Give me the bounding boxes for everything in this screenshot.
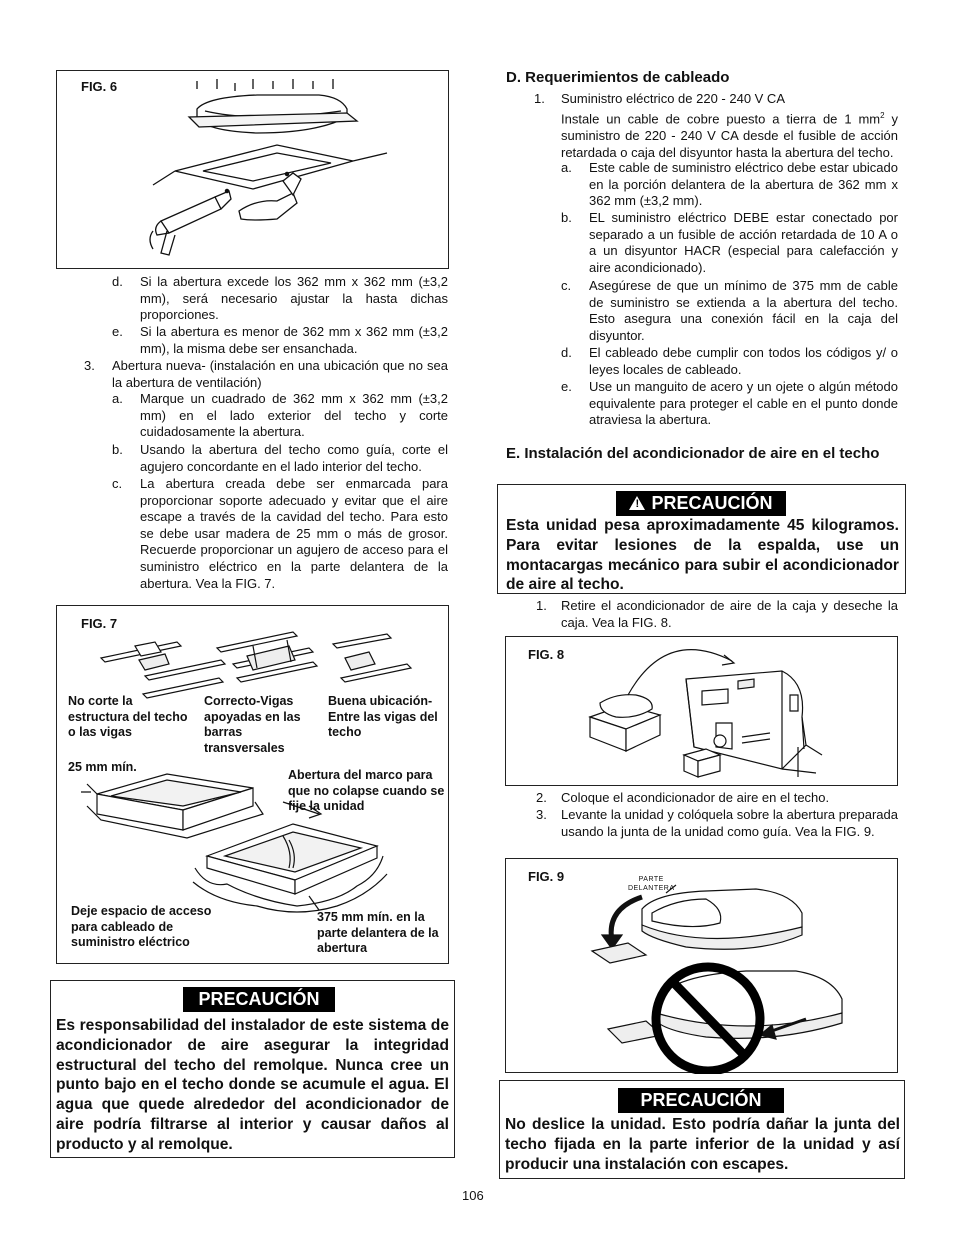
front-label-line1: PARTE — [638, 876, 664, 883]
figure-6-illustration — [57, 71, 450, 270]
d-step-1-marker: 1. — [534, 91, 545, 106]
figure-9-illustration — [506, 859, 899, 1074]
step-3b-marker: b. — [112, 442, 123, 457]
caution-box-no-slide — [499, 1080, 905, 1179]
e-step-1-marker: 1. — [536, 598, 547, 613]
step-3c-text: La abertura creada debe ser enmarcada para proporcionar soporte adecuado y evitar que el aire escape a través de la cavidad del techo. Para esto se debe usar madera de 25 mm o más de grosor. Recuerde proporcionar un agujero de acceso para el suministro eléctrico en la parte delantera de la abertura. Vea la FIG. 7. — [140, 476, 448, 591]
d-step-b-marker: b. — [561, 210, 572, 225]
figure-7-label: FIG. 7 — [81, 616, 118, 631]
step-d-text: Si la abertura excede los 362 mm x 362 mm (±3,2 mm), será necesario ajustar la hasta dichas proporciones. — [140, 274, 448, 323]
caution-text: No deslice la unidad. Esto podría dañar la junta del techo fijada en la parte inferior de la unidad y así producir una instalación con escapes. — [505, 1116, 900, 1173]
figure-9 — [505, 858, 898, 1073]
section-e-heading: E. Instalación del acondicionador de aire en el techo — [506, 445, 880, 462]
caution-title-text: PRECAUCIÓN — [651, 493, 773, 513]
figure-7-caption-correct: Correcto-Vigas apoyadas en las barras transversales — [204, 694, 301, 755]
e-step-3-marker: 3. — [536, 807, 547, 822]
caution-title: PRECAUCIÓN — [618, 1088, 784, 1113]
figure-9-label: FIG. 9 — [528, 869, 565, 884]
caution-box-weight — [497, 484, 906, 594]
figure-7-caption-access: Deje espacio de acceso para cableado de suministro eléctrico — [71, 904, 212, 950]
caution-title — [616, 491, 786, 516]
step-e-text: Si la abertura es menor de 362 mm x 362 mm (±3,2 mm), la misma debe ser ensanchada. — [140, 324, 448, 356]
step-3a-text: Marque un cuadrado de 362 mm x 362 mm (±3,2 mm) en el lado exterior del techo y corte cuidadosamente la abertura. — [140, 391, 448, 440]
step-3c-marker: c. — [112, 476, 123, 491]
figure-7-caption-375mm: 375 mm mín. en la parte delantera de la abertura — [317, 910, 439, 956]
step-e-marker: e. — [112, 324, 123, 339]
figure-8-label: FIG. 8 — [528, 647, 565, 662]
e-step-2-marker: 2. — [536, 790, 547, 805]
e-step-1-text: Retire el acondicionador de aire de la caja y deseche la caja. Vea la FIG. 8. — [561, 598, 898, 630]
d-step-e-text: Use un manguito de acero y un ojete o algún método equivalente para proteger el cable en el punto donde atraviesa la abertura. — [589, 379, 898, 428]
d-step-c-marker: c. — [561, 278, 572, 293]
d-step-d-marker: d. — [561, 345, 572, 360]
figure-7-caption-25mm: 25 mm mín. — [68, 760, 137, 774]
warning-triangle-icon: ! — [629, 496, 645, 510]
section-d-heading: D. Requerimientos de cableado — [506, 69, 730, 86]
caution-title: PRECAUCIÓN — [183, 987, 335, 1012]
step-3-text: Abertura nueva- (instalación en una ubicación que no sea la abertura de ventilación) — [112, 358, 448, 390]
step-3a-marker: a. — [112, 391, 123, 406]
figure-8 — [505, 636, 898, 786]
figure-7-caption-good-placement: Buena ubicación- Entre las vigas del techo — [328, 694, 438, 740]
caution-text: Es responsabilidad del instalador de este sistema de acondicionador de aire asegurar la integridad estructural del techo del remolque. Nunca cree un punto bajo en el techo donde se acumule el agua. El agua que quede alrededor del acondicionador de aire podría filtrarse al interior y causar daños al producto y al remolque. — [56, 1017, 449, 1153]
d-step-d-text: El cableado debe cumplir con todos los códigos y/ o leyes locales de cableado. — [589, 345, 898, 377]
d-step-e-marker: e. — [561, 379, 572, 394]
page-number: 106 — [462, 1188, 484, 1203]
figure-7 — [56, 605, 449, 964]
step-3b-text: Usando la abertura del techo como guía, corte el agujero concordante en el lado interior del techo. — [140, 442, 448, 474]
step-3-marker: 3. — [84, 358, 95, 373]
figure-7-caption-no-cut: No corte la estructura del techo o las vigas — [68, 694, 188, 740]
d-step-b-text: EL suministro eléctrico DEBE estar conectado por separado a un fusible de acción retardada de 10 A o a un disyuntor HACR (especial para calefacción y aire acondicionado). — [589, 210, 898, 275]
caution-text: Esta unidad pesa aproximadamente 45 kilogramos. Para evitar lesiones de la espalda, use un montacargas mecánico para subir el acondicionador de aire al techo. — [506, 517, 899, 594]
d-step-1-title: Suministro eléctrico de 220 - 240 V CA — [561, 91, 785, 106]
d-step-c-text: Asegúrese de que un mínimo de 375 mm de cable de suministro se extienda a la abertura del techo. Esto asegura una conexión fácil en la caja del disyuntor. — [589, 278, 898, 343]
caution-box-structural — [50, 980, 455, 1158]
figure-7-caption-frame: Abertura del marco para que no colapse cuando se fije la unidad — [288, 768, 445, 814]
d-step-1-text-a: Instale un cable de cobre puesto a tierra de 1 mm — [561, 111, 881, 127]
d-step-a-text: Este cable de suministro eléctrico debe estar ubicado en la porción delantera de la abertura de 362 mm x 362 mm (±3,2 mm). — [589, 160, 898, 209]
e-step-3-text: Levante la unidad y colóquela sobre la abertura preparada usando la junta de la unidad como guía. Vea la FIG. 9. — [561, 807, 898, 839]
figure-6 — [56, 70, 449, 269]
figure-8-illustration — [506, 637, 899, 787]
figure-6-label: FIG. 6 — [81, 79, 118, 94]
d-step-1-text-b: y suministro de 220 - 240 V CA desde el fusible de acción retardada o caja del disyuntor hasta la abertura del techo. — [561, 111, 898, 160]
d-step-a-marker: a. — [561, 160, 572, 175]
e-step-2-text: Coloque el acondicionador de aire en el techo. — [561, 790, 830, 805]
d-step-1-sup: 2 — [880, 111, 885, 120]
front-label-line2: DELANTERA — [628, 885, 675, 892]
d-step-1-text — [561, 108, 898, 161]
step-d-marker: d. — [112, 274, 123, 289]
